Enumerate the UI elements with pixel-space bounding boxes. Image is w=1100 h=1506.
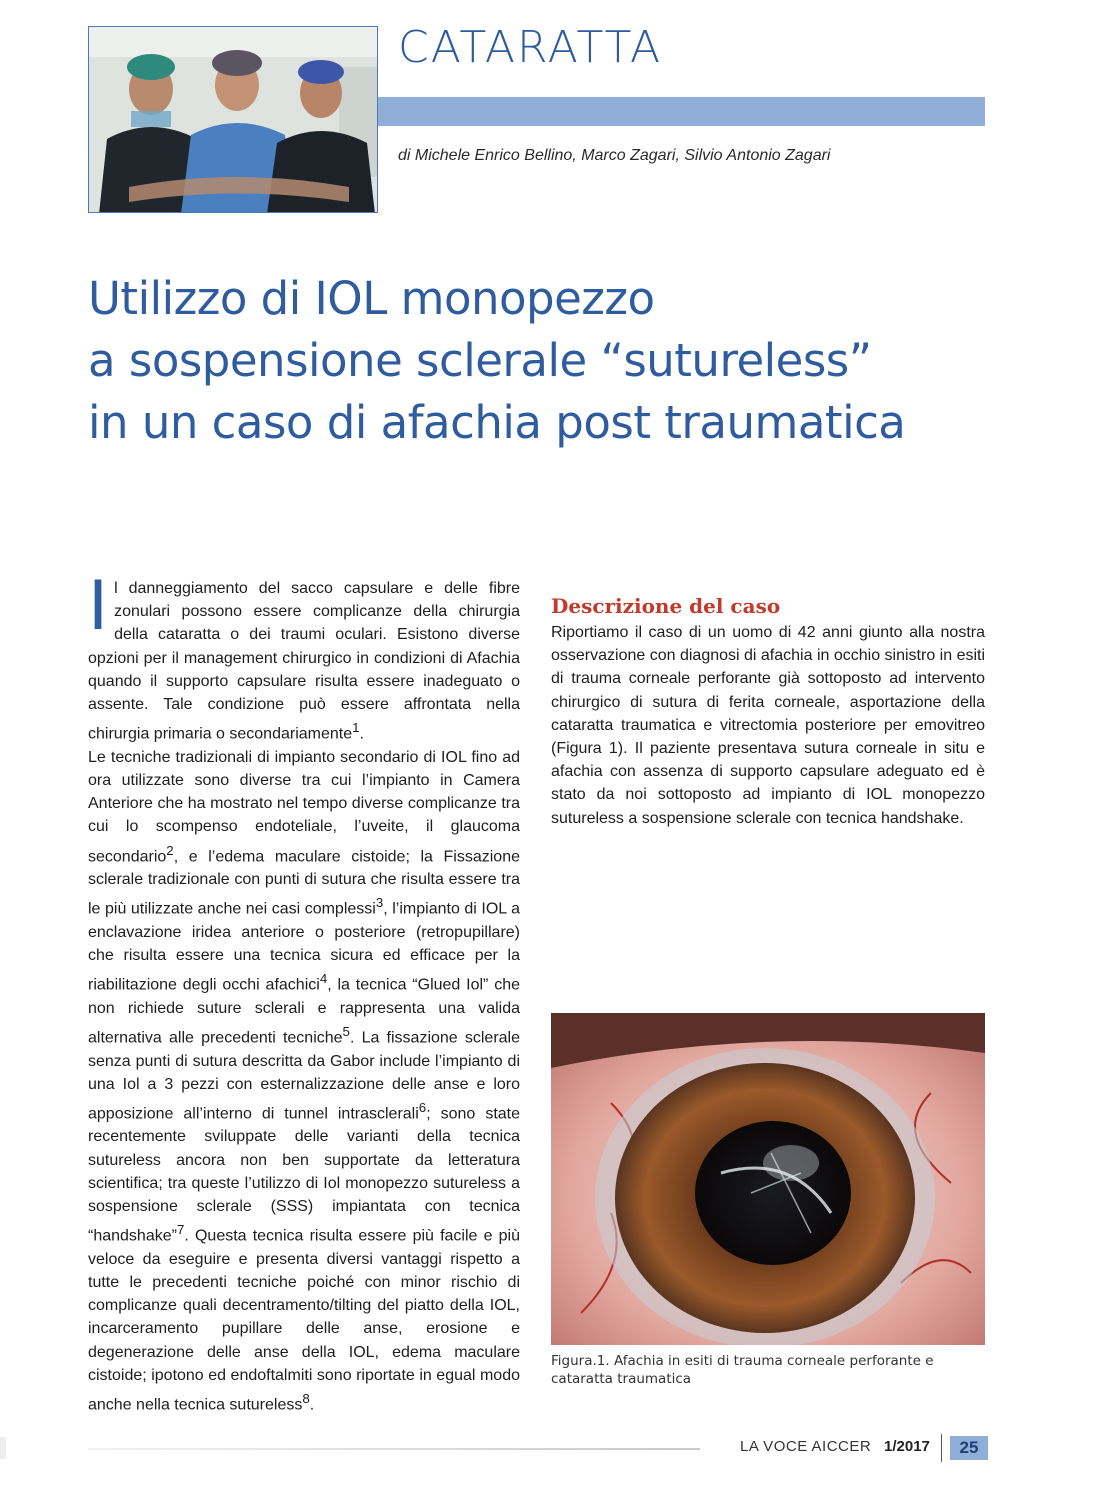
section-label: CATARATTA [398,22,663,73]
title-line: in un caso di afachia post traumatica [88,396,906,449]
reference-mark: 3 [375,895,384,911]
reference-mark: 2 [166,842,174,858]
body-text: ; sono state recentemente sviluppate delle varianti della tecnica sutureless ancora non ben supportate da letteratura scientifica; tra queste l’utilizzo di Iol monopezzo sutureless a sospensione sclerale (SSS) impiantata con tecnica “handshake” [88,1105,520,1245]
body-paragraph: Riportiamo il caso di un uomo di 42 anni giunto alla nostra osservazione con diagnosi di afachia in occhio sinistro in esiti di trauma corneale perforante già sottoposto ad intervento chirurgico di sutura di ferita corneale, asportazione della cataratta traumatica e vitrectomia posteriore per emovitreo (Figura 1). Il paziente presentava sutura corneale in situ e afachia con assenza di supporto capsulare adeguato ed è stato da noi sottoposto ad impianto di IOL monopezzo sutureless a sospensione sclerale con tecnica handshake. [551,624,986,827]
page-number: 25 [950,1436,988,1460]
title-line: a sospensione sclerale “sutureless” [88,334,872,387]
body-text: . Questa tecnica risulta essere più facile e più veloce da eseguire e presenta diversi vantaggi rispetto a tutte le precedenti tecniche poiché con minor rischio di complicanze quali decentramento/tilting del piatto della IOL, incarceramento pupillare delle anse, erosione e degenerazione delle anse della IOL, edema maculare cistoide; ipotono ed endoftalmiti sono riportate in egual modo anche nella tecnica sutureless [88,1227,520,1414]
body-text: , e l’edema maculare cistoide; la Fissazione sclerale tradizionale con punti di sutura che risulta essere tra le più utilizzate anche nei casi complessi [88,847,520,918]
footer-rule [88,1448,700,1450]
body-column-right [551,577,985,830]
reference-mark: 8 [302,1391,310,1406]
eye-photo-illustration [551,1013,985,1345]
reference-mark: 1 [352,720,360,736]
title-line: Utilizzo di IOL monopezzo [88,272,655,325]
journal-name: LA VOCE AICCER [740,1438,872,1455]
section-bar [378,97,985,126]
authors-photo-illustration [89,27,378,213]
article-title [88,268,1048,454]
issue-number: 1/2017 [884,1438,930,1455]
body-text: Le tecniche tradizionali di impianto secondario di IOL fino ad ora utilizzate sono diverse tra cui l’impianto in Camera Anteriore che ha mostrato nel tempo diverse complicanze tra cui lo scompenso endoteliale, l’uveite, il glaucoma secondario [88,748,520,865]
drop-cap: I [88,567,109,646]
body-paragraph: Le tecniche tradizionali di impianto secondario di IOL fino ad ora utilizzate sono diverse tra cui l’impianto in Camera Anteriore che ha mostrato nel tempo diverse complicanze tra cui lo scompenso endoteliale, l’uveite, il glaucoma secondario$^2$, e l’edema maculare cistoide; la Fissazione sclerale tradizionale con punti di sutura che risulta essere tra le più utilizzate anche nei casi complessi$^3$, l’impianto di IOL a enclavazione iridea anteriore o posteriore (retropupillare) che risulta essere una tecnica sicura ed efficace per la riabilitazione degli occhi afachici$^4$, la tecnica “Glued Iol” che non richiede suture sclerali e rappresenta una valida alternativa alle precedenti tecniche$^5$. La fissazione sclerale senza punti di sutura descritta da Gabor include l’impianto di una Iol a 3 pezzi con esternalizzazione delle anse e loro apposizione all’interno di tunnel intrasclerali$^6$; sono state recentemente sviluppate delle varianti della tecnica sutureless ancora non ben supportate da letteratura scientifica; tra queste l’utilizzo di Iol monopezzo sutureless a sospensione sclerale (SSS) impiantata con tecnica “handshake”$^7$. Questa tecnica risulta essere più facile e più veloce da eseguire e presenta diversi vantaggi rispetto a tutte le precedenti tecniche poiché con minor rischio di complicanze quali decentramento/tilting del piatto della IOL, incarceramento pupillare delle anse, erosione e degenerazione delle anse della IOL, edema maculare cistoide; ipotono ed endoftalmiti sono riportate in egual modo anche nella tecnica sutureless$^8$. [88,748,521,1414]
authors-line: di Michele Enrico Bellino, Marco Zagari, Silvio Antonio Zagari [398,147,831,164]
reference-mark: 4 [319,971,328,987]
reference-mark: 5 [342,1023,350,1039]
body-text: , l’impianto di IOL a enclavazione iridea anteriore o posteriore (retropupillare) che risulta essere una tecnica sicura ed efficace per la riabilitazione degli occhi afachici [88,900,521,994]
figure-caption: Figura.1. Afachia in esiti di trauma corneale perforante e cataratta traumatica [551,1353,934,1387]
page-edge-mark [0,1437,6,1459]
footer-separator [941,1434,942,1462]
body-column-left [88,567,521,1417]
authors-photo [88,26,378,213]
eye-photo-figure [551,1013,985,1345]
body-text: . La fissazione sclerale senza punti di sutura descritta da Gabor include l’impianto di una Iol a 3 pezzi con esternalizzazione delle anse e loro apposizione all’interno di tunnel intrasclerali [88,1029,521,1123]
reference-mark: 6 [418,1099,427,1115]
body-text: , la tecnica “Glued Iol” che non richiede suture sclerali e rappresenta una valida alternativa alle precedenti tecniche [88,976,520,1047]
body-text: l danneggiamento del sacco capsulare e delle fibre zonulari possono essere complicanze della chirurgia della cataratta o dei traumi oculari. Esistono diverse opzioni per il management chirurgico in condizioni di Afachia quando il supporto capsulare risulta essere inadeguato o assente. Tale condizione può essere affrontata nella chirurgia primaria o secondariamente [88,580,520,743]
case-subheading: Descrizione del caso [551,594,781,618]
reference-mark: 7 [176,1222,185,1238]
body-paragraph: Il danneggiamento del sacco capsulare e delle fibre zonulari possono essere complicanze della chirurgia della cataratta o dei traumi oculari. Esistono diverse opzioni per il management chirurgico in condizioni di Afachia quando il supporto capsulare risulta essere inadeguato o assente. Tale condizione può essere affrontata nella chirurgia primaria o secondariamente$^1$. [88,567,520,743]
